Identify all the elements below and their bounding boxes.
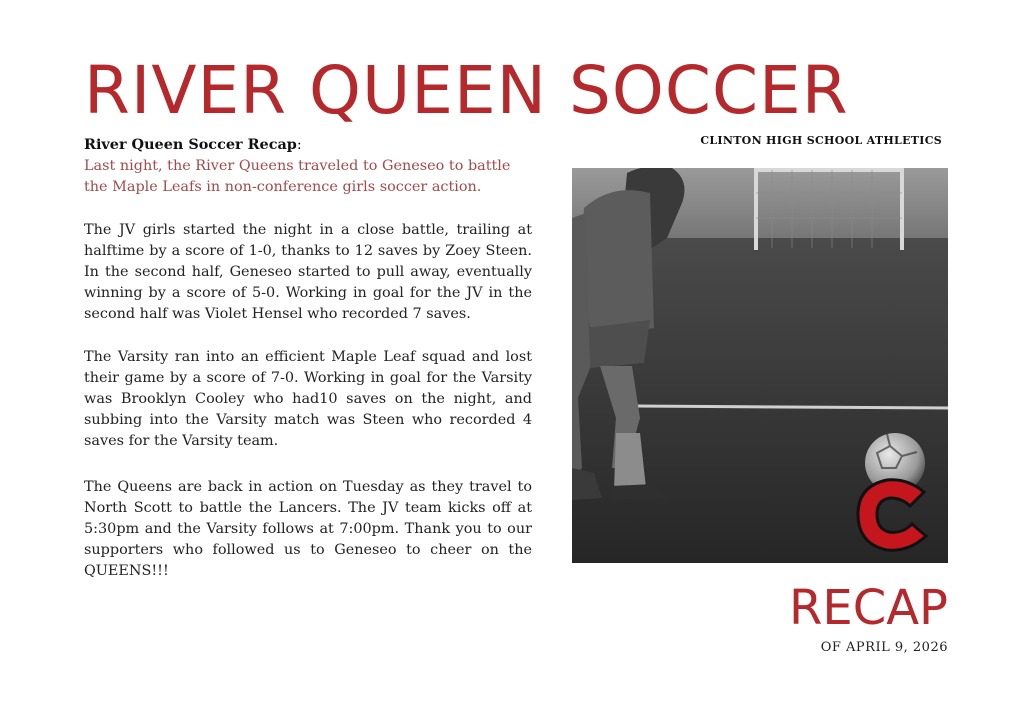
field-line (632, 406, 948, 408)
article-heading-punct: : (296, 137, 302, 153)
recap-label: RECAP (789, 580, 948, 636)
soccer-photo (572, 168, 948, 563)
article-intro: Last night, the River Queens traveled to Geneseo to battle the Maple Leafs in non-conference girls soccer action. (84, 158, 511, 196)
article-heading-title: River Queen Soccer Recap (84, 136, 297, 153)
article-body (84, 134, 532, 583)
paragraph-next-game: The Queens are back in action on Tuesday as they travel to North Scott to battle the Lancers. The JV team kicks off at 5:30pm and the Varsity follows at 7:00pm. Thank you to our supporters who followed us to Geneseo to cheer on the QUEENS!!! (84, 478, 532, 580)
paragraph-jv: The JV girls started the night in a close battle, trailing at halftime by a score of 1-0, thanks to 12 saves by Zoey Steen. In the second half, Geneseo started to pull away, eventually winning by a score of 5-0. Working in goal for the JV in the second half was Violet Hensel who recorded 7 saves. (84, 221, 532, 323)
soccer-photo-graphic (572, 168, 948, 563)
article-heading (84, 134, 532, 156)
page-title: RIVER QUEEN SOCCER (84, 52, 849, 129)
recap-date: OF APRIL 9, 2026 (820, 640, 948, 655)
organization-label: CLINTON HIGH SCHOOL ATHLETICS (700, 134, 942, 147)
paragraph-varsity: The Varsity ran into an efficient Maple Leaf squad and lost their game by a score of 7-0. Working in goal for the Varsity was Brooklyn Cooley who had10 saves on the night, and subbing into the Varsity match was Steen who recorded 4 saves for the Varsity team. (84, 348, 532, 450)
